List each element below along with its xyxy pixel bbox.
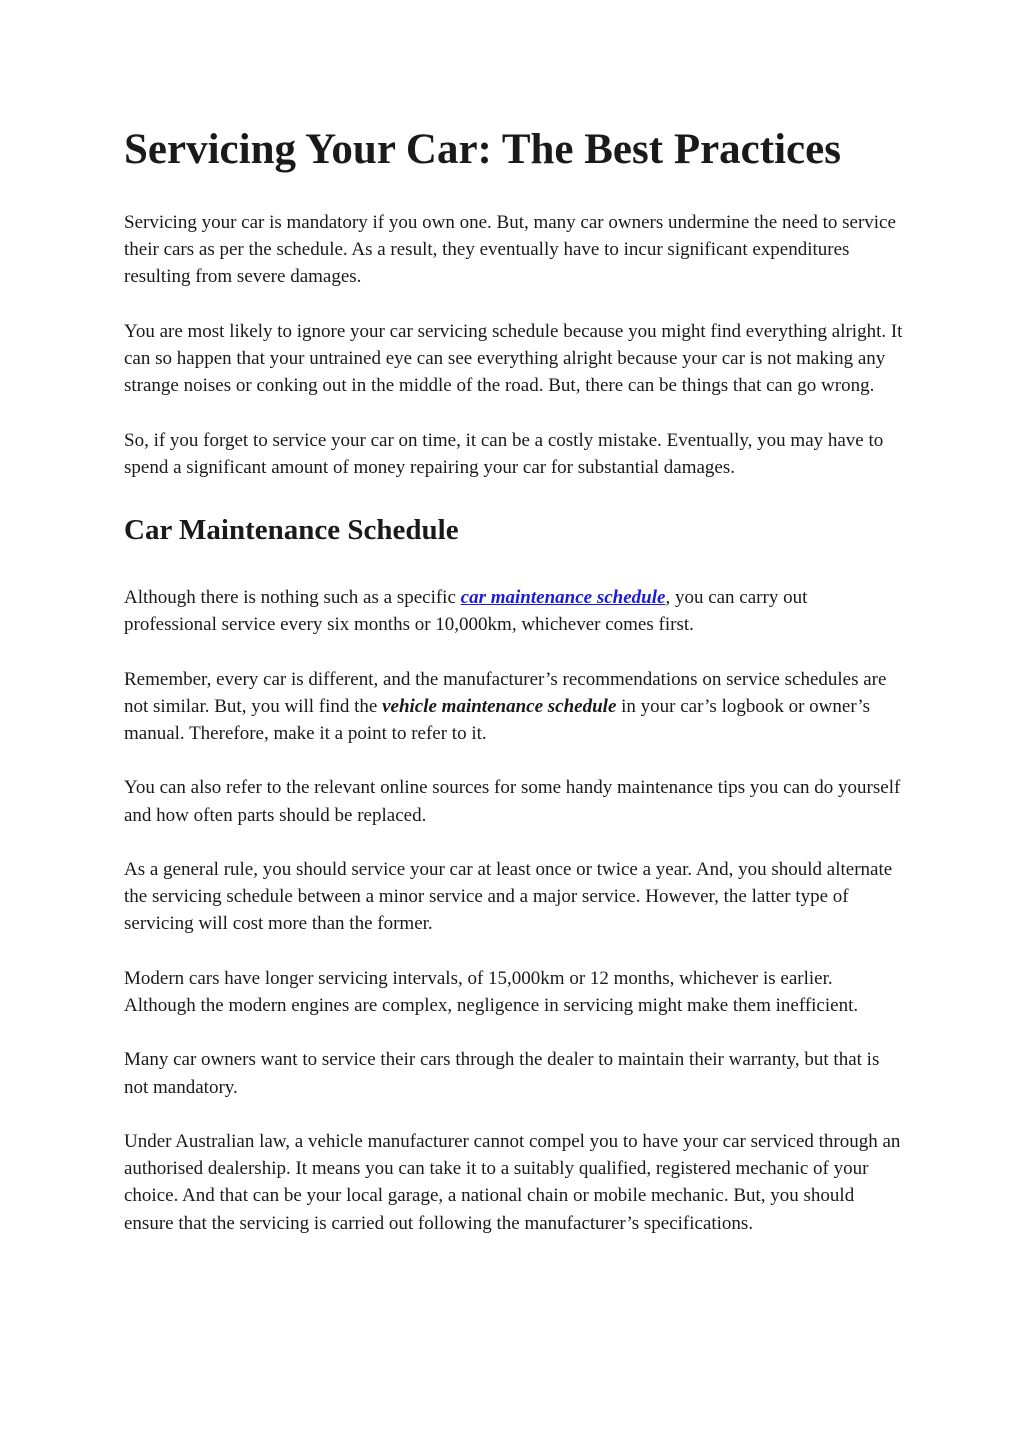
schedule-paragraph-1-after: , you can carry out professional service every six months or 10,000km, whichever comes first.: [124, 587, 808, 636]
schedule-paragraph-1: [124, 584, 904, 638]
schedule-paragraph-4: As a general rule, you should service your car at least once or twice a year. And, you should alternate the servicing schedule between a minor service and a major service. However, the latter type of servicing will cost more than the former.: [124, 858, 893, 935]
schedule-paragraph-2-before: Remember, every car is different, and the manufacturer’s recommendations on service schedules are not similar. But, you will find the: [124, 668, 887, 717]
schedule-paragraph-2-after: in your car’s logbook or owner’s manual. Therefore, make it a point to refer to it.: [124, 695, 871, 744]
section-heading: Car Maintenance Schedule: [124, 514, 459, 546]
intro-paragraph-1: Servicing your car is mandatory if you own one. But, many car owners undermine the need to service their cars as per the schedule. As a result, they eventually have to incur significant expenditures resulting from severe damages.: [124, 212, 896, 288]
schedule-paragraph-5: Modern cars have longer servicing intervals, of 15,000km or 12 months, whichever is earlier. Although the modern engines are complex, negligence in servicing might make them inefficient.: [124, 967, 859, 1016]
schedule-paragraph-3: You can also refer to the relevant online sources for some handy maintenance tips you can do yourself and how often parts should be replaced.: [124, 777, 901, 826]
schedule-paragraph-1-before: Although there is nothing such as a specific: [124, 587, 461, 608]
schedule-paragraph-7: Under Australian law, a vehicle manufacturer cannot compel you to have your car serviced through an authorised dealership. It means you can take it to a suitably qualified, registered mechanic of your choice. And that can be your local garage, a national chain or mobile mechanic. But, you should ensure that the servicing is carried out following the manufacturer’s specifications.: [124, 1130, 901, 1234]
schedule-paragraph-6: Many car owners want to service their cars through the dealer to maintain their warranty, but that is not mandatory.: [124, 1049, 880, 1098]
intro-paragraph-3: So, if you forget to service your car on time, it can be a costly mistake. Eventually, you may have to spend a significant amount of money repairing your car for substantial damages.: [124, 429, 884, 478]
intro-paragraph-2: You are most likely to ignore your car servicing schedule because you might find everything alright. It can so happen that your untrained eye can see everything alright because your car is not making any strange noises or conking out in the middle of the road. But, there can be things that can go wrong.: [124, 320, 903, 397]
vehicle-maintenance-schedule-emphasis: vehicle maintenance schedule: [382, 695, 617, 717]
page-title: Servicing Your Car: The Best Practices: [124, 126, 841, 173]
schedule-paragraph-2: [124, 666, 904, 748]
car-maintenance-schedule-link[interactable]: car maintenance schedule: [460, 587, 666, 608]
document-page: [124, 122, 904, 1237]
